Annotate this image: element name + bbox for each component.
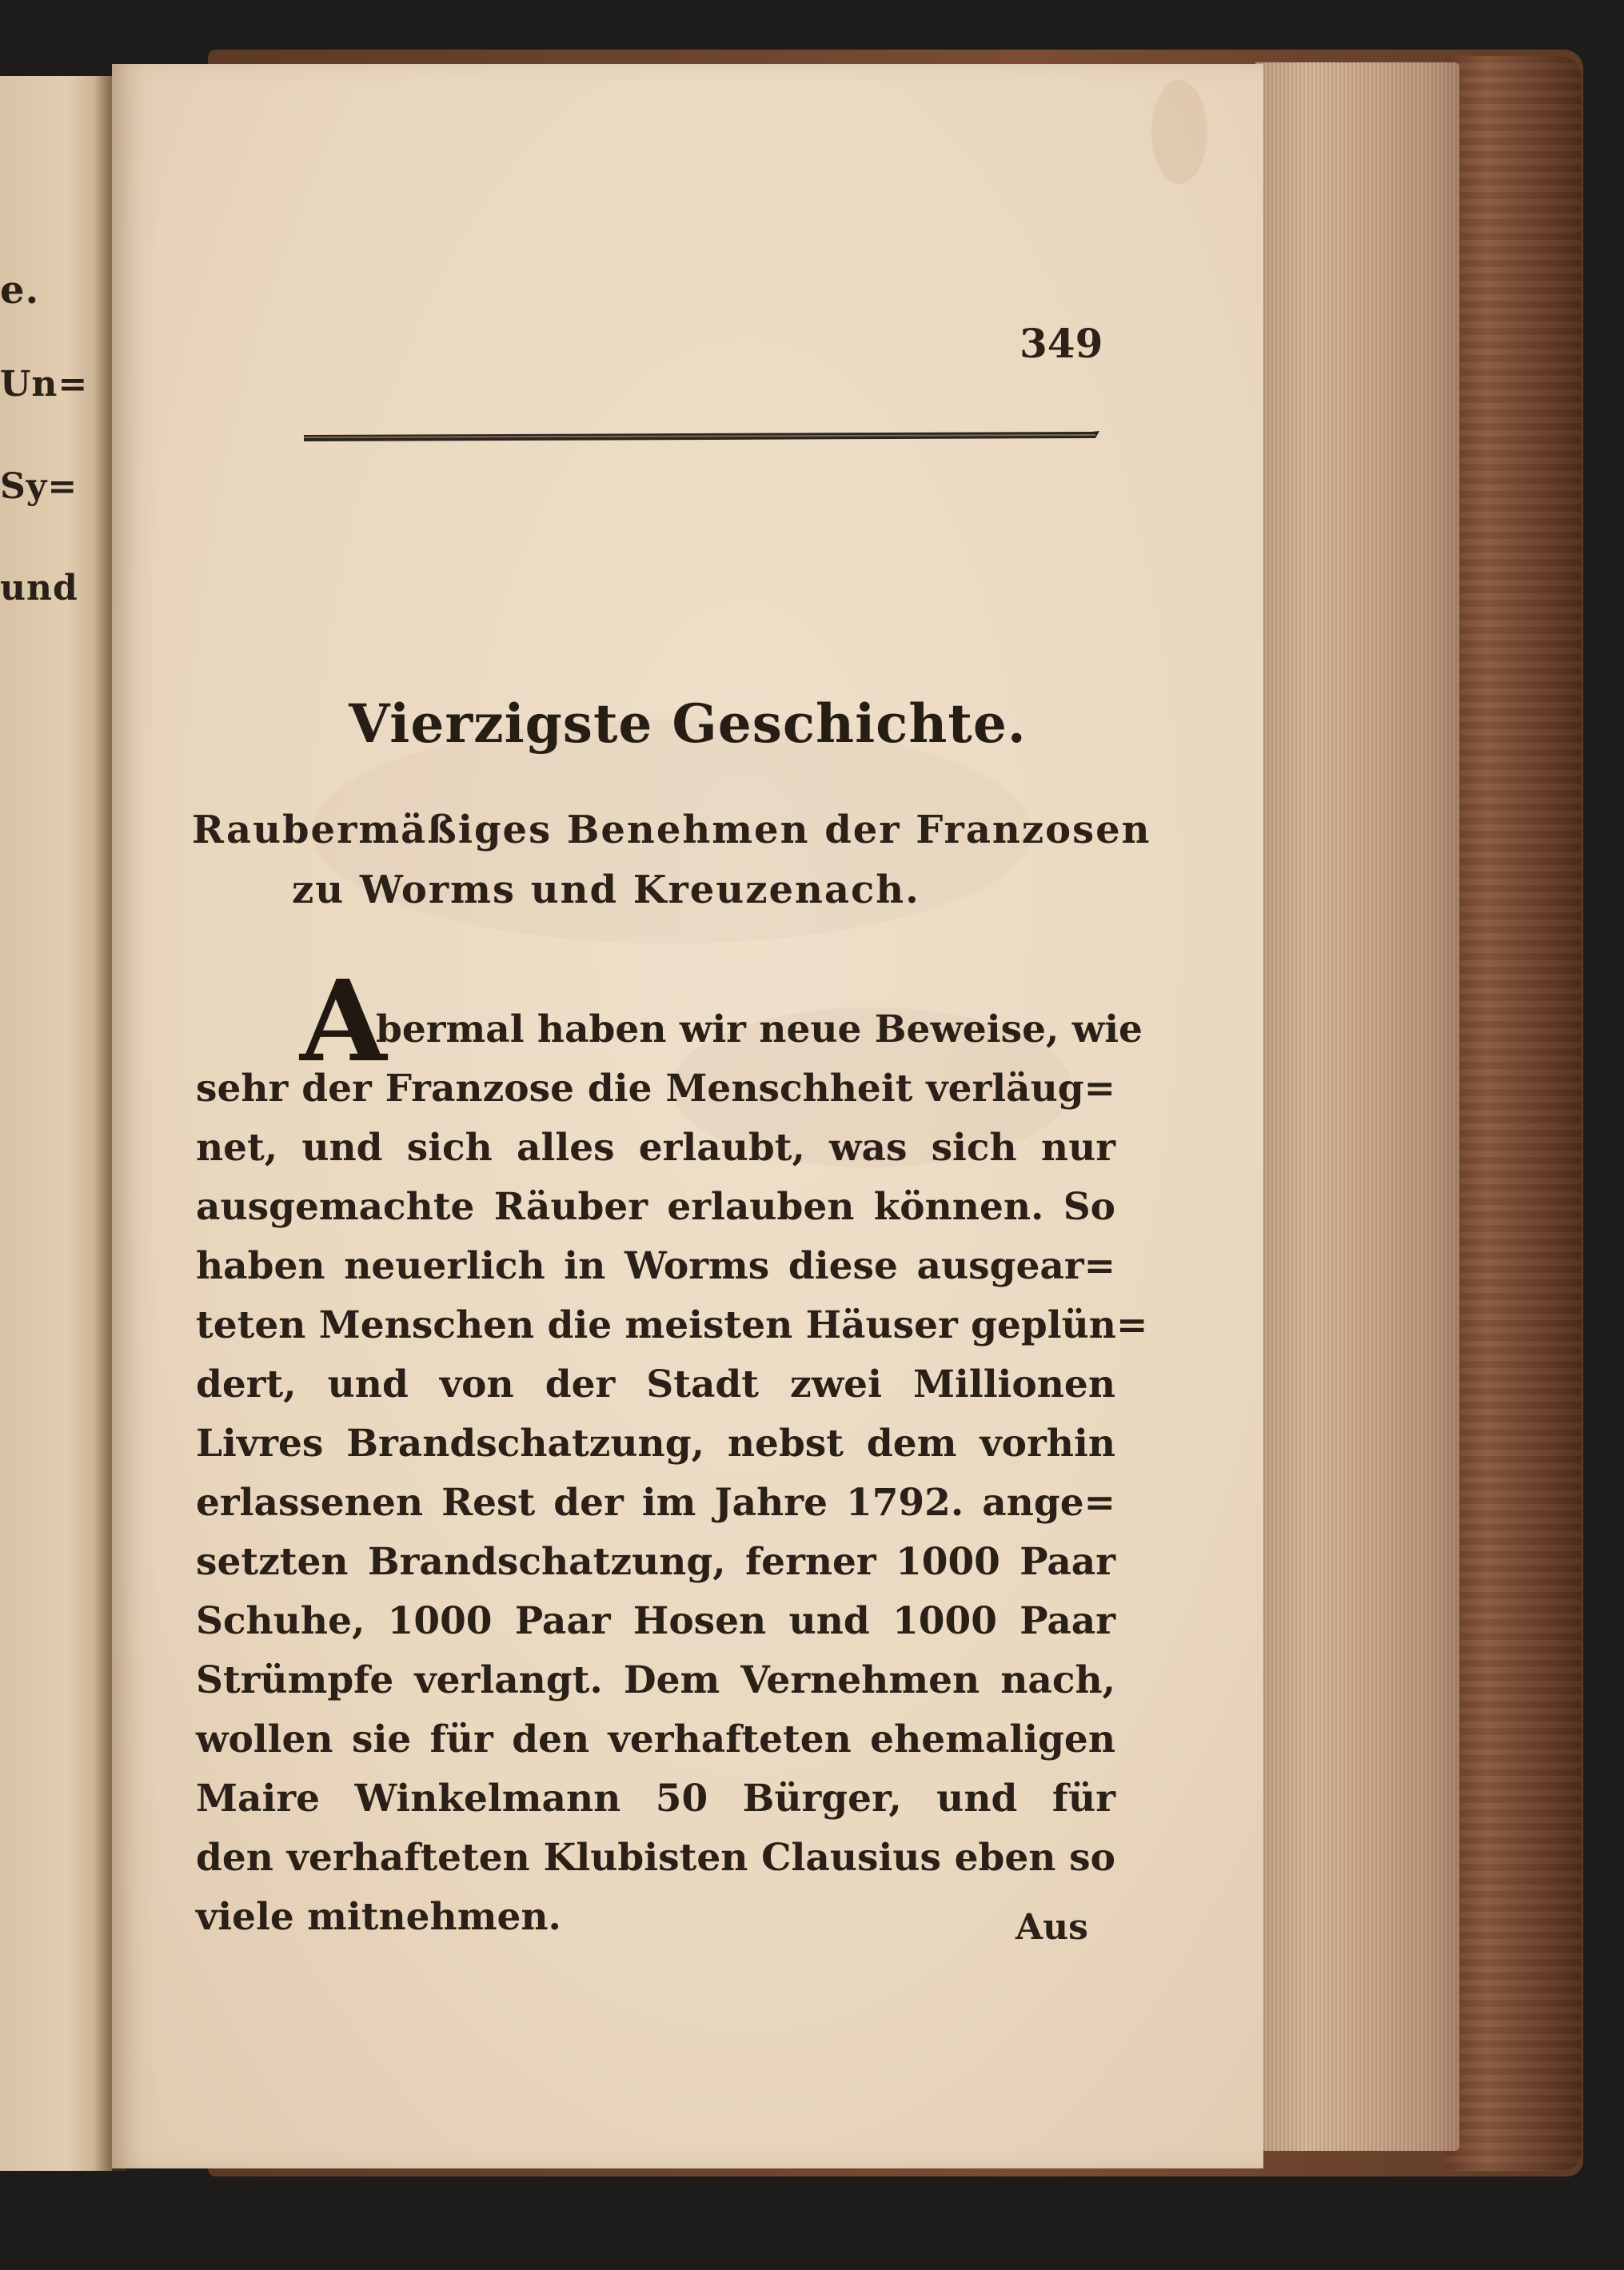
body-text-line: Strümpfe verlangt. Dem Vernehmen nach,: [196, 1658, 1115, 1702]
body-text-line: Livres Brandschatzung, nebst dem vorhin: [196, 1422, 1115, 1466]
body-text-line: teten Menschen die meisten Häuser geplün=: [196, 1303, 1148, 1347]
page-edges: [1255, 62, 1459, 2151]
book-page: [112, 64, 1263, 2168]
body-text-line: setzten Brandschatzung, ferner 1000 Paar: [196, 1540, 1115, 1584]
drop-cap: A: [300, 956, 387, 1087]
chapter-subtitle-line: Raubermäßiges Benehmen der Franzosen: [192, 808, 1151, 852]
body-text-line: erlassenen Rest der im Jahre 1792. ange=: [196, 1481, 1115, 1525]
catchword: Aus: [1015, 1907, 1088, 1948]
header-rule: [304, 430, 1099, 443]
book-binding-edge: [1446, 56, 1582, 2171]
page-number: 349: [1019, 320, 1103, 367]
left-page-fragment: Sy=: [0, 466, 78, 507]
body-text-line: haben neuerlich in Worms diese ausgear=: [196, 1244, 1115, 1288]
body-text-line: dert, und von der Stadt zwei Millionen: [196, 1362, 1115, 1406]
paper-stain: [1151, 80, 1207, 184]
left-page-fragment: und: [0, 568, 78, 608]
body-text-line: wollen sie für den verhafteten ehemaligen: [196, 1717, 1115, 1761]
left-page-fragment: Un=: [0, 364, 89, 405]
chapter-subtitle-line: zu Worms und Kreuzenach.: [292, 868, 920, 912]
body-text-line: bermal haben wir neue Beweise, wie: [376, 1007, 1143, 1051]
body-text-line: net, und sich alles erlaubt, was sich nur: [196, 1126, 1115, 1170]
body-text-line: ausgemachte Räuber erlauben können. So: [196, 1185, 1115, 1229]
body-text-line: den verhafteten Klubisten Clausius eben so: [196, 1836, 1115, 1880]
body-text-line: viele mitnehmen.: [196, 1895, 561, 1939]
body-text-line: Schuhe, 1000 Paar Hosen und 1000 Paar: [196, 1599, 1115, 1643]
body-text-line: sehr der Franzose die Menschheit verläug=: [196, 1067, 1115, 1111]
left-page-fragment: e.: [0, 268, 40, 313]
chapter-title: Vierzigste Geschichte.: [349, 692, 1027, 755]
body-text-line: Maire Winkelmann 50 Bürger, und für: [196, 1777, 1115, 1821]
